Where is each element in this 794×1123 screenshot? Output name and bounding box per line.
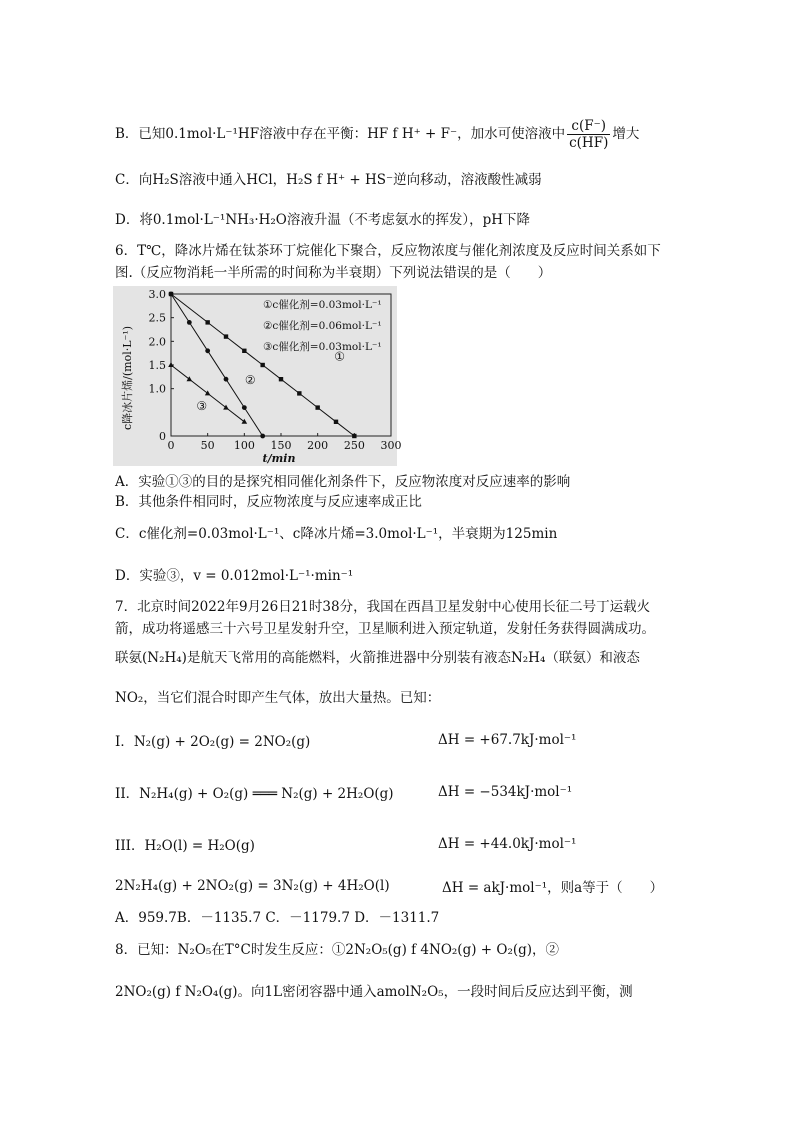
data-point bbox=[279, 377, 283, 381]
x-tick-label: 150 bbox=[270, 439, 292, 452]
x-tick-label: 200 bbox=[307, 439, 329, 452]
q7-equation-1: I．N₂(g) + 2O₂(g) = 2NO₂(g) bbox=[115, 734, 311, 750]
legend-entry-1: ①c催化剂=0.03mol·L⁻¹ bbox=[263, 299, 382, 311]
x-axis-label: t/min bbox=[262, 452, 296, 465]
q7-stem-line1: 7．北京时间2022年9月26日21时38分，我国在西昌卫星发射中心使用长征二号丁运载火 bbox=[115, 599, 651, 615]
data-point bbox=[224, 377, 229, 382]
data-point bbox=[334, 420, 338, 424]
q7-stem-line3: 联氨(N₂H₄)是航天飞常用的高能燃料，火箭推进器中分别装有液态N₂H₄（联氨）和液态 bbox=[115, 650, 640, 666]
q8-stem-line2: 2NO₂(g) f N₂O₄(g)。向1L密闭容器中通入amolN₂O₅，一段时间后反应达到平衡，测 bbox=[115, 984, 633, 1000]
data-point bbox=[187, 320, 192, 325]
data-point bbox=[205, 348, 210, 353]
data-point bbox=[242, 349, 246, 353]
q7-enthalpy-3: ΔH = +44.0kJ·mol⁻¹ bbox=[438, 836, 577, 852]
x-tick-label: 300 bbox=[380, 439, 402, 452]
q7-enthalpy-1: ΔH = +67.7kJ·mol⁻¹ bbox=[438, 732, 577, 748]
q5-option-b: B．已知0.1mol·L⁻¹HF溶液中存在平衡：HF f H⁺ + F⁻，加水可使溶液中 $\frac{c(F^-)}{c(HF)}$ 增大 bbox=[115, 118, 640, 151]
x-tick-label: 0 bbox=[167, 439, 175, 452]
x-tick-label: 250 bbox=[343, 439, 365, 452]
data-point bbox=[205, 320, 209, 324]
q7-enthalpy-2: ΔH = −534kJ·mol⁻¹ bbox=[438, 784, 573, 800]
q7-equation-4: 2N₂H₄(g) + 2NO₂(g) = 3N₂(g) + 4H₂O(l) bbox=[115, 878, 390, 894]
data-point bbox=[315, 405, 319, 409]
y-tick-label: 2.5 bbox=[148, 311, 166, 325]
y-tick-label: 3.0 bbox=[148, 288, 166, 301]
q6-stem-line2: 图.（反应物消耗一半所需的时间称为半衰期）下列说法错误的是（ ） bbox=[115, 265, 552, 281]
y-tick-label: 0 bbox=[159, 430, 166, 443]
concentration-time-chart bbox=[113, 286, 402, 466]
y-tick-label: 1.5 bbox=[148, 359, 166, 372]
series-label-3: ③ bbox=[196, 398, 208, 413]
y-tick-label: 1.0 bbox=[148, 382, 166, 396]
q8-stem-line1: 8．已知：N₂O₅在T°C时发生反应：①2N₂O₅(g) f 4NO₂(g) + O₂(g)，② bbox=[115, 942, 560, 958]
q6-stem-line1: 6．T℃，降冰片烯在钛茶环丁烷催化下聚合，反应物浓度与催化剂浓度及反应时间关系如下 bbox=[115, 243, 661, 259]
series-label-1: ① bbox=[334, 349, 346, 364]
data-point bbox=[297, 391, 301, 395]
q7-enthalpy-4: ΔH = akJ·mol⁻¹，则a等于（ ） bbox=[442, 880, 664, 896]
data-point bbox=[260, 434, 265, 439]
data-point bbox=[260, 363, 264, 367]
q6-option-b: B．其他条件相同时，反应物浓度与反应速率成正比 bbox=[115, 494, 422, 510]
data-point bbox=[242, 405, 247, 410]
x-tick-label: 100 bbox=[233, 439, 255, 452]
q6-option-d: D．实验③，v = 0.012mol·L⁻¹·min⁻¹ bbox=[115, 568, 354, 584]
data-point bbox=[169, 292, 174, 297]
q6-option-c: C．c催化剂=0.03mol·L⁻¹、c降冰片烯=3.0mol·L⁻¹，半衰期为125min bbox=[115, 526, 558, 542]
legend bbox=[263, 298, 382, 353]
legend-entry-2: ②c催化剂=0.06mol·L⁻¹ bbox=[263, 320, 382, 332]
q7-options: A．959.7B．－1135.7 C．－1179.7 D．－1311.7 bbox=[115, 910, 440, 926]
fraction: $\frac{c(F^-)}{c(HF)}$ bbox=[569, 118, 609, 151]
q7-stem-line4: NO₂，当它们混合时即产生气体，放出大量热。已知： bbox=[115, 690, 441, 706]
q5-option-c: C．向H₂S溶液中通入HCl，H₂S f H⁺ + HS⁻逆向移动，溶液酸性减弱 bbox=[115, 172, 542, 188]
q6-option-a: A．实验①③的目的是探究相同催化剂条件下，反应物浓度对反应速率的影响 bbox=[115, 474, 571, 490]
data-point bbox=[352, 434, 356, 438]
q7-equation-2: II．N₂H₄(g) + O₂(g) ═══ N₂(g) + 2H₂O(g) bbox=[115, 786, 394, 802]
x-tick-label: 50 bbox=[200, 439, 215, 452]
q5-option-d: D．将0.1mol·L⁻¹NH₃·H₂O溶液升温（不考虑氨水的挥发），pH下降 bbox=[115, 212, 531, 228]
y-axis-label: c降冰片烯/(mol·L⁻¹) bbox=[121, 325, 134, 431]
q7-equation-3: III．H₂O(l) = H₂O(g) bbox=[115, 838, 255, 854]
data-point bbox=[224, 334, 228, 338]
y-tick-label: 2.0 bbox=[148, 335, 166, 349]
legend-entry-3: ③c催化剂=0.03mol·L⁻¹ bbox=[263, 341, 382, 353]
series-label-2: ② bbox=[244, 372, 256, 387]
q7-stem-line2: 箭，成功将遥感三十六号卫星发射升空，卫星顺利进入预定轨道，发射任务获得圆满成功。 bbox=[115, 621, 655, 637]
